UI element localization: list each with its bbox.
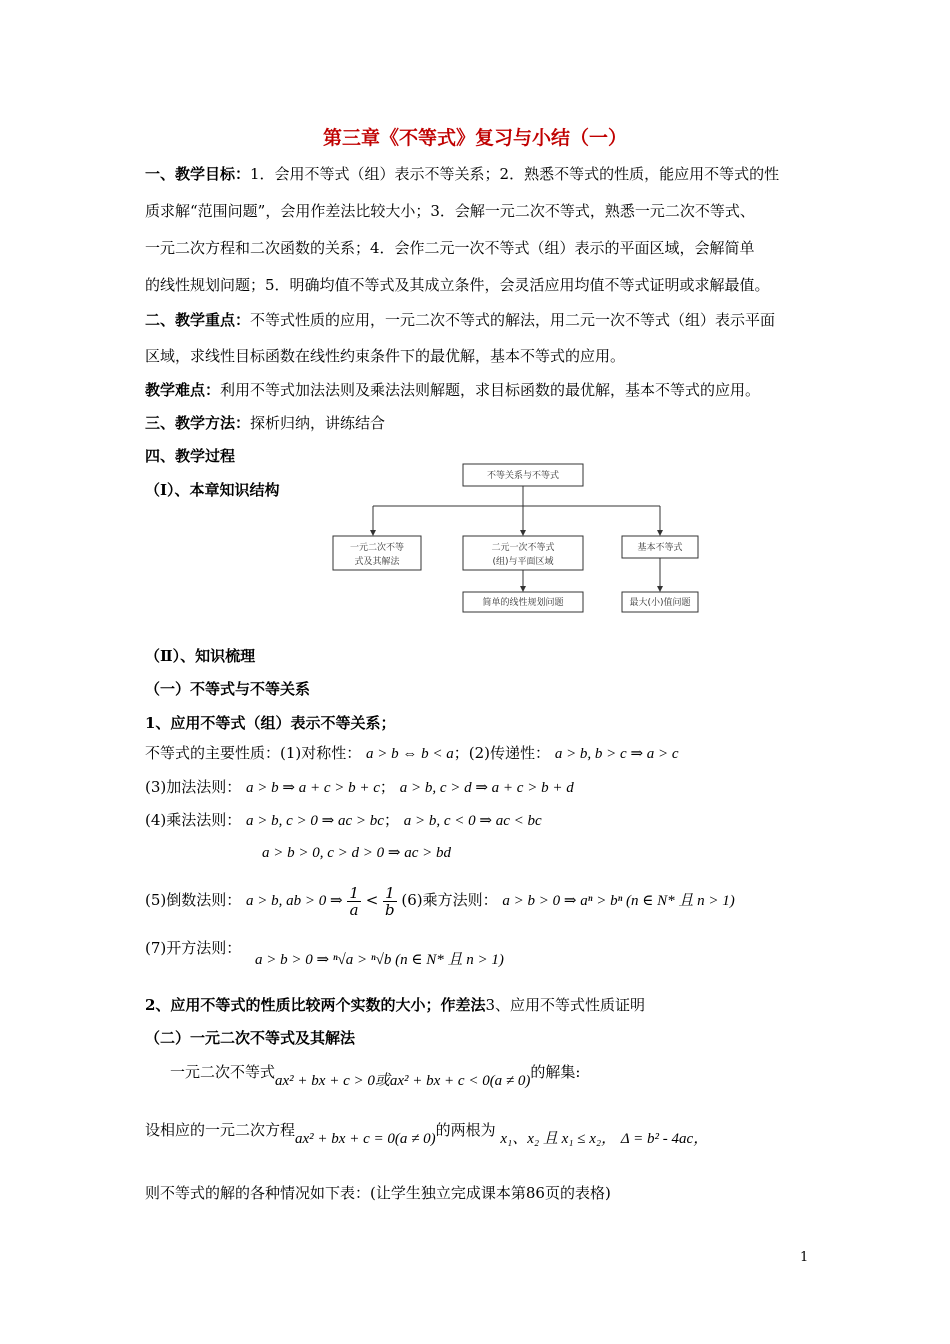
flow-middle-child-label: 简单的线性规划问题 — [482, 598, 564, 608]
page-number: 1 — [800, 1250, 809, 1265]
keypoints-line-1 — [145, 310, 775, 330]
page-title: 第三章《不等式》复习与小结（一） — [322, 127, 627, 149]
flow-middle-label-1: 二元一次不等式 — [491, 543, 555, 553]
fraction-denominator: b — [385, 900, 395, 919]
recip-formula: a > b, ab > 0 ⇒ — [246, 893, 343, 909]
semicolon: ； — [379, 778, 395, 796]
item1-heading: 1、应用不等式（组）表示不等关系； — [145, 714, 396, 732]
process-heading: 四、教学过程 — [145, 447, 236, 465]
props-line-1 — [145, 743, 679, 764]
objectives-line-2: 质求解“范围问题”，会用作差法比较大小；3．会解一元二次不等式，熟悉一元二次不等式、 — [145, 202, 755, 220]
discriminant-formula: Δ = b² - 4ac， — [620, 1131, 709, 1147]
objectives-text-1: 1．会用不等式（组）表示不等关系；2．熟悉不等式的性质，能应用不等式的性 — [250, 165, 780, 183]
root-formula: a > b > 0 ⇒ ⁿ√a > ⁿ√b (n ∈ N* 且 n > 1) — [255, 952, 504, 968]
recip-label: (5)倒数法则： — [145, 891, 242, 909]
flow-right-label: 基本不等式 — [637, 543, 683, 553]
props-line-mul — [145, 810, 542, 831]
add-label: (3)加法法则： — [145, 778, 242, 796]
mul-formula-2: a > b, c < 0 ⇒ ac < bc — [403, 813, 542, 829]
less-than: < — [365, 891, 379, 909]
fraction-numerator: 1 — [349, 883, 359, 902]
fraction-denominator: a — [349, 900, 359, 919]
difficulty-line — [145, 380, 760, 400]
item2-label: 2、应用不等式的性质比较两个实数的大小；作差法 — [145, 996, 486, 1014]
quad-intro-line — [170, 1062, 581, 1089]
root-label: (7)开方法则： — [145, 939, 242, 957]
roots-text: 的两根为 — [435, 1121, 496, 1139]
quad-equation-line — [145, 1120, 709, 1147]
semicolon: ； — [383, 811, 399, 829]
flow-left-label-2: 式及其解法 — [354, 557, 400, 567]
mul-formula-1: a > b, c > 0 ⇒ ac > bc — [246, 813, 384, 829]
part2-heading: （Ⅱ）、知识梳理 — [145, 647, 256, 665]
item2-line — [145, 995, 645, 1015]
keypoints-line-2: 区域，求线性目标函数在线性约束条件下的最优解，基本不等式的应用。 — [145, 347, 626, 365]
section2-heading: （二）一元二次不等式及其解法 — [145, 1029, 356, 1047]
objectives-line-4: 的线性规划问题；5．明确均值不等式及其成立条件，会灵活应用均值不等式证明或求解最值。 — [145, 276, 770, 294]
flow-left-label-1: 一元二次不等 — [349, 543, 405, 553]
knowledge-structure-diagram — [330, 460, 700, 620]
props-sep: ；(2)传递性： — [453, 744, 551, 762]
difficulty-text: 利用不等式加法法则及乘法法则解题，求目标函数的最优解，基本不等式的应用。 — [220, 381, 761, 399]
power-label: (6)乘方法则： — [401, 891, 498, 909]
quad-intro: 一元二次不等式 — [170, 1063, 276, 1081]
props-intro: 不等式的主要性质：(1)对称性： — [145, 744, 362, 762]
section1-heading: （一）不等式与不等关系 — [145, 680, 311, 698]
objectives-line-1 — [145, 164, 779, 184]
objectives-line-3: 一元二次方程和二次函数的关系；4．会作二元一次不等式（组）表示的平面区域，会解简单 — [145, 239, 755, 257]
fraction-1-over-b — [383, 885, 397, 918]
add-formula-2: a > b, c > d ⇒ a + c > b + d — [399, 780, 574, 796]
flow-middle-label-2: (组)与平面区域 — [492, 557, 554, 567]
quad-inequality-formula: ax² + bx + c > 0或ax² + bx + c < 0(a ≠ 0) — [275, 1073, 531, 1089]
keypoints-label: 二、教学重点： — [145, 311, 251, 329]
props-line-recip — [145, 880, 735, 920]
props-line-add — [145, 777, 574, 798]
flow-root-label: 不等关系与不等式 — [486, 471, 560, 481]
table-note: 则不等式的解的各种情况如下表：(让学生独立完成课本第86页的表格) — [145, 1184, 611, 1202]
fraction-1-over-a — [347, 885, 361, 918]
quad-equation-formula: ax² + bx + c = 0(a ≠ 0) — [295, 1131, 436, 1147]
methods-line — [145, 413, 385, 433]
flow-right-child-label: 最大(小)值问题 — [629, 598, 691, 608]
roots-formula: x₁、x₂ 且 x₁ ≤ x₂， — [500, 1131, 617, 1147]
objectives-label: 一、教学目标： — [145, 165, 251, 183]
item2-rest: 3、应用不等式性质证明 — [485, 996, 645, 1014]
mul-label: (4)乘法法则： — [145, 811, 242, 829]
fraction-numerator: 1 — [385, 883, 395, 902]
add-formula-1: a > b ⇒ a + c > b + c — [246, 780, 380, 796]
keypoints-text-1: 不等式性质的应用，一元二次不等式的解法，用二元一次不等式（组）表示平面 — [250, 311, 776, 329]
difficulty-label: 教学难点： — [145, 381, 221, 399]
transitivity-formula: a > b, b > c ⇒ a > c — [554, 746, 679, 762]
part1-heading: （Ⅰ）、本章知识结构 — [145, 481, 280, 499]
eq-intro: 设相应的一元二次方程 — [145, 1121, 296, 1139]
mul-formula-3: a > b > 0, c > d > 0 ⇒ ac > bd — [262, 845, 451, 861]
symmetry-formula: a > b ⇔ b < a — [366, 746, 454, 762]
methods-label: 三、教学方法： — [145, 414, 251, 432]
methods-text: 探析归纳，讲练结合 — [250, 414, 386, 432]
power-formula: a > b > 0 ⇒ aⁿ > bⁿ (n ∈ N* 且 n > 1) — [502, 893, 735, 909]
quad-tail: 的解集: — [530, 1063, 581, 1081]
